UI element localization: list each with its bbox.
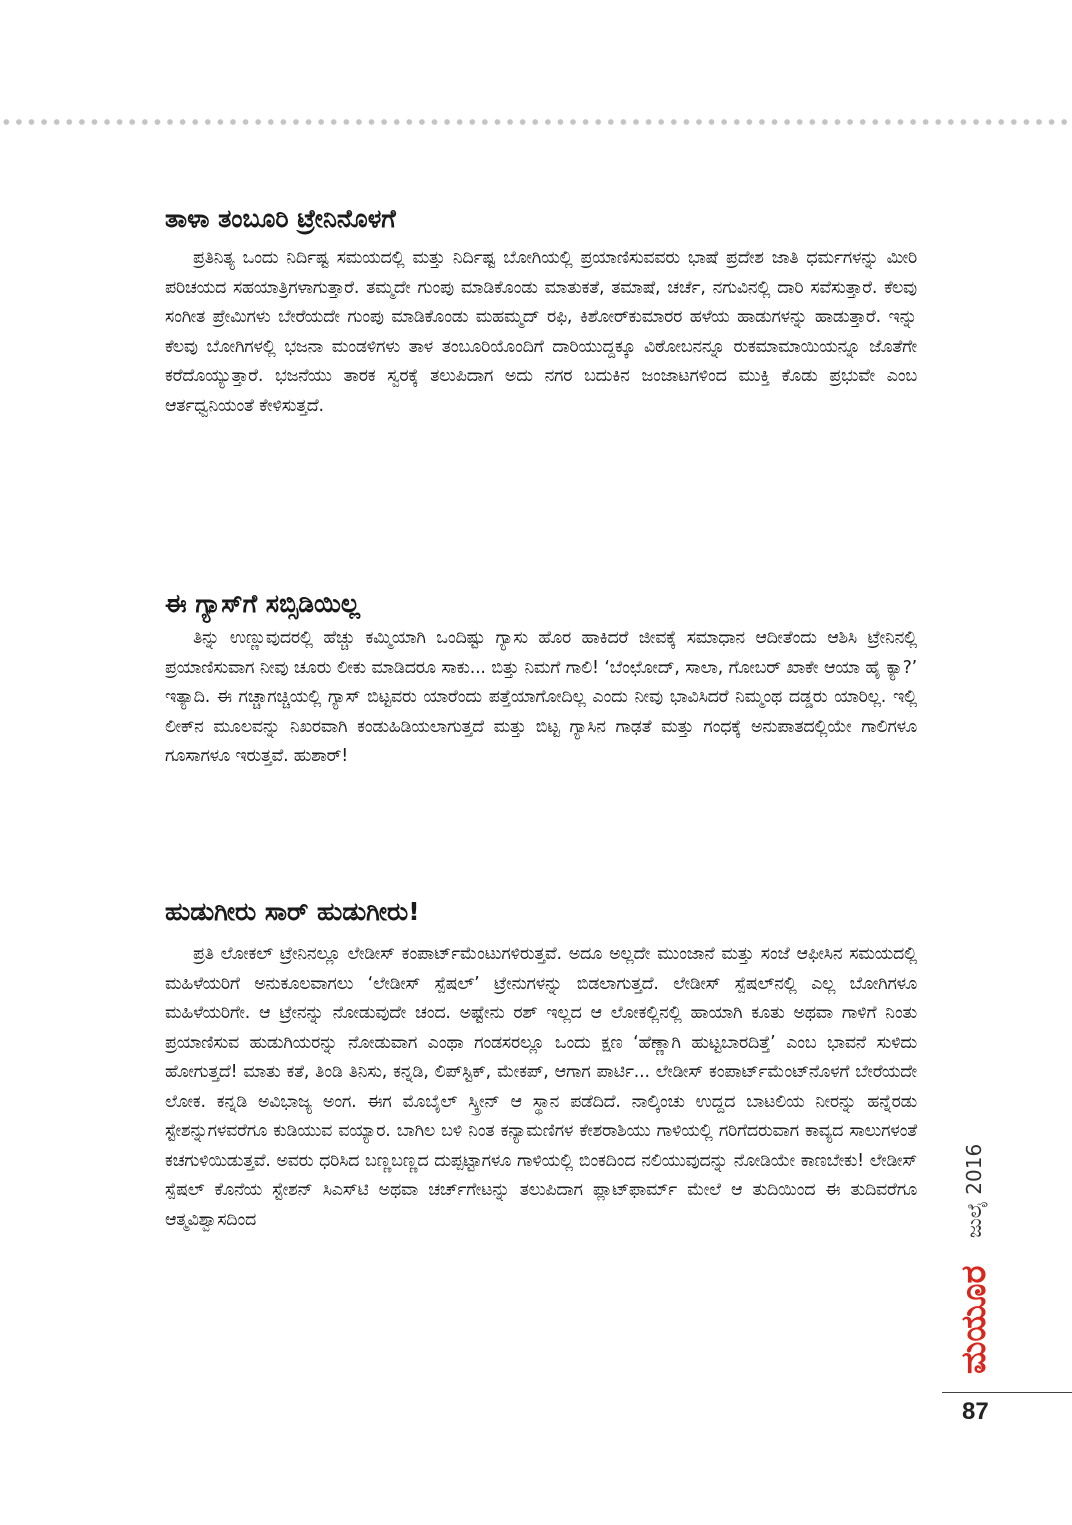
footer-rule (942, 1392, 1072, 1393)
section-heading: ತಾಳಾ ತಂಬೂರಿ ಟ್ರೇನಿನೊಳಗೆ (165, 204, 396, 233)
section-hudugiru (165, 896, 917, 1235)
section-heading: ಹುಡುಗೀರು ಸಾರ್ ಹುಡುಗೀರು! (165, 897, 420, 926)
page-number: 87 (962, 1398, 989, 1425)
section-tala-tamburi (165, 203, 917, 421)
section-body: ಪ್ರತಿನಿತ್ಯ ಒಂದು ನಿರ್ದಿಷ್ಟ ಸಮಯದಲ್ಲಿ ಮತ್ತು ನಿರ್ದಿಷ್ಟ ಬೋಗಿಯಲ್ಲಿ ಪ್ರಯಾಣಿಸುವವರು ಭಾಷೆ ಪ್ರದೇಶ ಜಾತಿ ಧರ್ಮಗಳನ್ನು ಮೀರಿ ಪರಿಚಯದ ಸಹಯಾತ್ರಿಗಳಾಗುತ್ತಾರೆ. ತಮ್ಮದೇ ಗುಂಪು ಮಾಡಿಕೊಂಡು ಮಾತುಕತೆ, ತಮಾಷೆ, ಚರ್ಚೆ, ನಗುವಿನಲ್ಲಿ ದಾರಿ ಸವೆಸುತ್ತಾರೆ. ಕೆಲವು ಸಂಗೀತ ಪ್ರೇಮಿಗಳು ಬೇರೆಯದೇ ಗುಂಪು ಮಾಡಿಕೊಂಡು ಮಹಮ್ಮದ್ ರಫಿ, ಕಿಶೋರ್‌ಕುಮಾರರ ಹಳೆಯ ಹಾಡುಗಳನ್ನು ಹಾಡುತ್ತಾರೆ. ಇನ್ನು ಕೆಲವು ಬೋಗಿಗಳಲ್ಲಿ ಭಜನಾ ಮಂಡಳಿಗಳು ತಾಳ ತಂಬೂರಿಯೊಂದಿಗೆ ದಾರಿಯುದ್ದಕ್ಕೂ ವಿಠೋಬನನ್ನೂ ರುಕಮಾಮಾಯಿಯನ್ನೂ ಜೊತೆಗೇ ಕರೆದೊಯ್ಯುತ್ತಾರೆ. ಭಜನೆಯು ತಾರಕ ಸ್ವರಕ್ಕೆ ತಲುಪಿದಾಗ ಅದು ನಗರ ಬದುಕಿನ ಜಂಜಾಟಗಳಿಂದ ಮುಕ್ತಿ ಕೊಡು ಪ್ರಭುವೇ ಎಂಬ ಆರ್ತಧ್ವನಿಯಂತೆ ಕೇಳಿಸುತ್ತದೆ. (165, 248, 917, 416)
issue-date: ಜುಲೈ 2016 (962, 1143, 986, 1239)
section-body: ತಿನ್ನು ಉಣ್ಣುವುದರಲ್ಲಿ ಹೆಚ್ಚು ಕಮ್ಮಿಯಾಗಿ ಒಂದಿಷ್ಟು ಗ್ಯಾಸು ಹೊರ ಹಾಕಿದರೆ ಜೀವಕ್ಕೆ ಸಮಾಧಾನ ಆದೀತೆಂದು ಆಶಿಸಿ ಟ್ರೇನಿನಲ್ಲಿ ಪ್ರಯಾಣಿಸುವಾಗ ನೀವು ಚೂರು ಲೀಕು ಮಾಡಿದರೂ ಸಾಕು... ಬಿತ್ತು ನಿಮಗೆ ಗಾಲಿ! ‘ಬೆಂಛೋದ್, ಸಾಲಾ, ಗೋಬರ್ ಖಾಕೇ ಆಯಾ ಹೈ ಕ್ಯಾ?’ ಇತ್ಯಾದಿ. ಈ ಗಚ್ಚಾಗಚ್ಚಿಯಲ್ಲಿ ಗ್ಯಾಸ್ ಬಿಟ್ಟವರು ಯಾರೆಂದು ಪತ್ತೆಯಾಗೋದಿಲ್ಲ ಎಂದು ನೀವು ಭಾವಿಸಿದರೆ ನಿಮ್ಮಂಥ ದಡ್ಡರು ಯಾರಿಲ್ಲ. ಇಲ್ಲಿ ಲೀಕ್‌ನ ಮೂಲವನ್ನು ನಿಖರವಾಗಿ ಕಂಡುಹಿಡಿಯಲಾಗುತ್ತದೆ ಮತ್ತು ಬಿಟ್ಟ ಗ್ಯಾಸಿನ ಗಾಢತೆ ಮತ್ತು ಗಂಧಕ್ಕೆ ಅನುಪಾತದಲ್ಲಿಯೇ ಗಾಲಿಗಳೂ ಗೂಸಾಗಳೂ ಇರುತ್ತವೆ. ಹುಶಾರ್! (165, 628, 917, 766)
magazine-logo: ಮಯೂರ (954, 1265, 994, 1375)
section-body: ಪ್ರತಿ ಲೋಕಲ್ ಟ್ರೇನಿನಲ್ಲೂ ಲೇಡೀಸ್ ಕಂಪಾರ್ಟ್‌ಮೆಂಟುಗಳಿರುತ್ತವೆ. ಅದೂ ಅಲ್ಲದೇ ಮುಂಜಾನೆ ಮತ್ತು ಸಂಜೆ ಆಫೀಸಿನ ಸಮಯದಲ್ಲಿ ಮಹಿಳೆಯರಿಗೆ ಅನುಕೂಲವಾಗಲು ‘ಲೇಡೀಸ್ ಸ್ಪೆಷಲ್’ ಟ್ರೇನುಗಳನ್ನು ಬಿಡಲಾಗುತ್ತದೆ. ಲೇಡೀಸ್ ಸ್ಪೆಷಲ್‌ನಲ್ಲಿ ಎಲ್ಲ ಬೋಗಿಗಳೂ ಮಹಿಳೆಯರಿಗೇ. ಆ ಟ್ರೇನನ್ನು ನೋಡುವುದೇ ಚಂದ. ಅಷ್ಟೇನು ರಶ್ ಇಲ್ಲದ ಆ ಲೋಕಲ್ಲಿನಲ್ಲಿ ಹಾಯಾಗಿ ಕೂತು ಅಥವಾ ಗಾಳಿಗೆ ನಿಂತು ಪ್ರಯಾಣಿಸುವ ಹುಡುಗಿಯರನ್ನು ನೋಡುವಾಗ ಎಂಥಾ ಗಂಡಸರಲ್ಲೂ ಒಂದು ಕ್ಷಣ ‘ಹೆಣ್ಣಾಗಿ ಹುಟ್ಟಬಾರದಿತ್ತೆ’ ಎಂಬ ಭಾವನೆ ಸುಳಿದು ಹೋಗುತ್ತದೆ! ಮಾತು ಕತೆ, ತಿಂಡಿ ತಿನಿಸು, ಕನ್ನಡಿ, ಲಿಪ್‌ಸ್ಟಿಕ್, ಮೇಕಪ್, ಆಗಾಗ ಪಾರ್ಟಿ... ಲೇಡೀಸ್ ಕಂಪಾರ್ಟ್‌ಮೆಂಟ್‌ನೊಳಗೆ ಬೇರೆಯದೇ ಲೋಕ. ಕನ್ನಡಿ ಅವಿಭಾಜ್ಯ ಅಂಗ. ಈಗ ಮೊಬೈಲ್ ಸ್ಕ್ರೀನ್ ಆ ಸ್ಥಾನ ಪಡೆದಿದೆ. ನಾಲ್ಕಿಂಚು ಉದ್ದದ ಬಾಟಲಿಯ ನೀರನ್ನು ಹನ್ನೆರಡು ಸ್ಟೇಶನ್ನುಗಳವರೆಗೂ ಕುಡಿಯುವ ವಯ್ಯಾರ. ಬಾಗಿಲ ಬಳಿ ನಿಂತ ಕನ್ಯಾಮಣಿಗಳ ಕೇಶರಾಶಿಯು ಗಾಳಿಯಲ್ಲಿ ಗರಿಗೆದರುವಾಗ ಕಾವ್ಯದ ಸಾಲುಗಳಂತೆ ಕಚಗುಳಿಯಿಡುತ್ತವೆ. ಅವರು ಧರಿಸಿದ ಬಣ್ಣಬಣ್ಣದ ದುಪ್ಪಟ್ಟಾಗಳೂ ಗಾಳಿಯಲ್ಲಿ ಬಿಂಕದಿಂದ ನಲಿಯುವುದನ್ನು ನೋಡಿಯೇ ಕಾಣಬೇಕು! ಲೇಡೀಸ್ ಸ್ಪೆಷಲ್ ಕೊನೆಯ ಸ್ಟೇಶನ್ ಸಿಎಸ್‌ಟಿ ಅಥವಾ ಚರ್ಚ್‌ಗೇಟನ್ನು ತಲುಪಿದಾಗ ಪ್ಲಾಟ್‌ಫಾರ್ಮ್ ಮೇಲೆ ಆ ತುದಿಯಿಂದ ಈ ತುದಿವರೆಗೂ ಆತ್ಮವಿಶ್ವಾಸದಿಂದ (165, 944, 917, 1230)
dotted-divider (0, 117, 1072, 127)
section-gas-subsidy (165, 588, 917, 772)
section-heading: ಈ ಗ್ಯಾಸ್‌ಗೆ ಸಬ್ಸಿಡಿಯಿಲ್ಲ (165, 589, 361, 618)
